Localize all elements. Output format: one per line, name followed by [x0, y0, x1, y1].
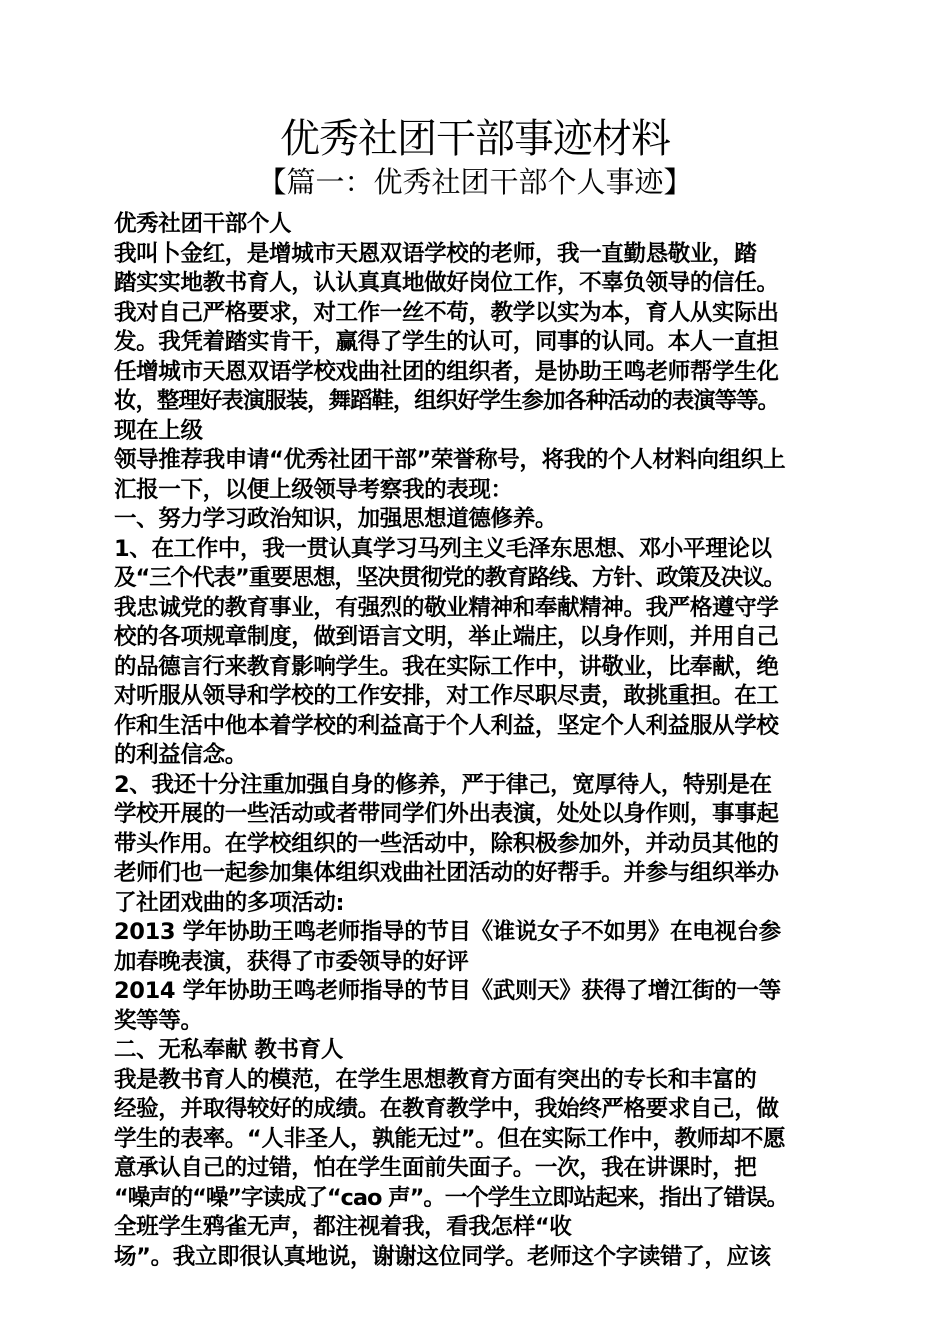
text-line: 的品德言行来教育影响学生。我在实际工作中，讲敬业，比奉献，绝	[114, 653, 779, 680]
text-line: 带头作用。在学校组织的一些活动中，除积极参加外，并动员其他的	[114, 830, 779, 857]
text-line: 对听服从领导和学校的工作安排，对工作尽职尽责，敢挑重担。在工	[114, 683, 779, 709]
text-line: 领导推荐我申请“优秀社团干部”荣誉称号，将我的个人材料向组织上	[114, 447, 786, 473]
text-line: 踏实实地教书育人，认认真真地做好岗位工作，不辜负领导的信任。	[114, 270, 779, 296]
text-line: 的利益信念。	[114, 742, 247, 768]
text-line: 学校开展的一些活动或者带同学们外出表演，处处以身作则，事事起	[114, 801, 779, 827]
text-line: 任增城市天恩双语学校戏曲社团的组织者，是协助王鸣老师帮学生化	[114, 358, 779, 385]
text-line: 及“三个代表”重要思想，坚决贯彻党的教育路线、方针、政策及决议。	[114, 565, 785, 591]
text-line: 加春晚表演，获得了市委领导的好评	[114, 948, 469, 975]
text-line: 优秀社团干部个人	[114, 211, 292, 237]
text-line: 我忠诚党的教育事业，有强烈的敬业精神和奉献精神。我严格遵守学	[114, 594, 779, 621]
text-line: 意承认自己的过错，怕在学生面前失面子。一次，我在讲课时，把	[114, 1155, 757, 1181]
document-subtitle: 【篇一：优秀社团干部个人事迹】	[257, 165, 693, 199]
text-line: 一、努力学习政治知识，加强思想道德修养。	[114, 506, 558, 532]
text-line: 我对自己严格要求，对工作一丝不苟，教学以实为本，育人从实际出	[114, 299, 779, 326]
text-line: 作和生活中他本着学校的利益高于个人利益，坚定个人利益服从学校	[114, 712, 779, 739]
text-line: 我是教书育人的模范，在学生思想教育方面有突出的专长和丰富的	[114, 1066, 757, 1093]
text-line: 发。我凭着踏实肯干，赢得了学生的认可，同事的认同。本人一直担	[114, 329, 779, 355]
text-line: 全班学生鸦雀无声，都注视着我，看我怎样“收	[114, 1214, 572, 1240]
document-title: 优秀社团干部事迹材料	[280, 116, 670, 162]
text-line: 我叫卜金红，是增城市天恩双语学校的老师，我一直勤恳敬业，踏	[114, 240, 757, 267]
text-line: 现在上级	[114, 417, 203, 444]
document-body	[114, 210, 854, 1272]
text-line: 妆，整理好表演服装，舞蹈鞋，组织好学生参加各种活动的表演等等。	[114, 388, 779, 414]
text-line: 2013 学年协助王鸣老师指导的节目《谁说女子不如男》在电视台参	[114, 919, 781, 945]
text-line: 二、无私奉献 教书育人	[114, 1037, 343, 1063]
text-line: 老师们也一起参加集体组织戏曲社团活动的好帮手。并参与组织举办	[114, 860, 779, 886]
text-line: 经验，并取得较好的成绩。在教育教学中，我始终严格要求自己，做	[114, 1096, 779, 1122]
text-line: 2、我还十分注重加强自身的修养，严于律己，宽厚待人，特别是在	[114, 771, 772, 798]
text-line: 汇报一下，以便上级领导考察我的表现：	[114, 476, 513, 503]
text-line: 了社团戏曲的多项活动:	[114, 889, 345, 916]
text-line: 奖等等。	[114, 1007, 203, 1034]
text-line: 场”。我立即很认真地说，谢谢这位同学。老师这个字读错了，应该	[114, 1243, 771, 1270]
text-line: 1、在工作中，我一贯认真学习马列主义毛泽东思想、邓小平理论以	[114, 535, 772, 562]
text-line: 2014 学年协助王鸣老师指导的节目《武则天》获得了增江街的一等	[114, 978, 781, 1004]
text-line: 校的各项规章制度，做到语言文明，举止端庄，以身作则，并用自己	[114, 624, 779, 650]
text-line: 学生的表率。“人非圣人，孰能无过”。但在实际工作中，教师却不愿	[114, 1125, 786, 1152]
text-line: “噪声的“噪”字读成了“cao 声”。一个学生立即站起来，指出了错误。	[114, 1184, 789, 1211]
